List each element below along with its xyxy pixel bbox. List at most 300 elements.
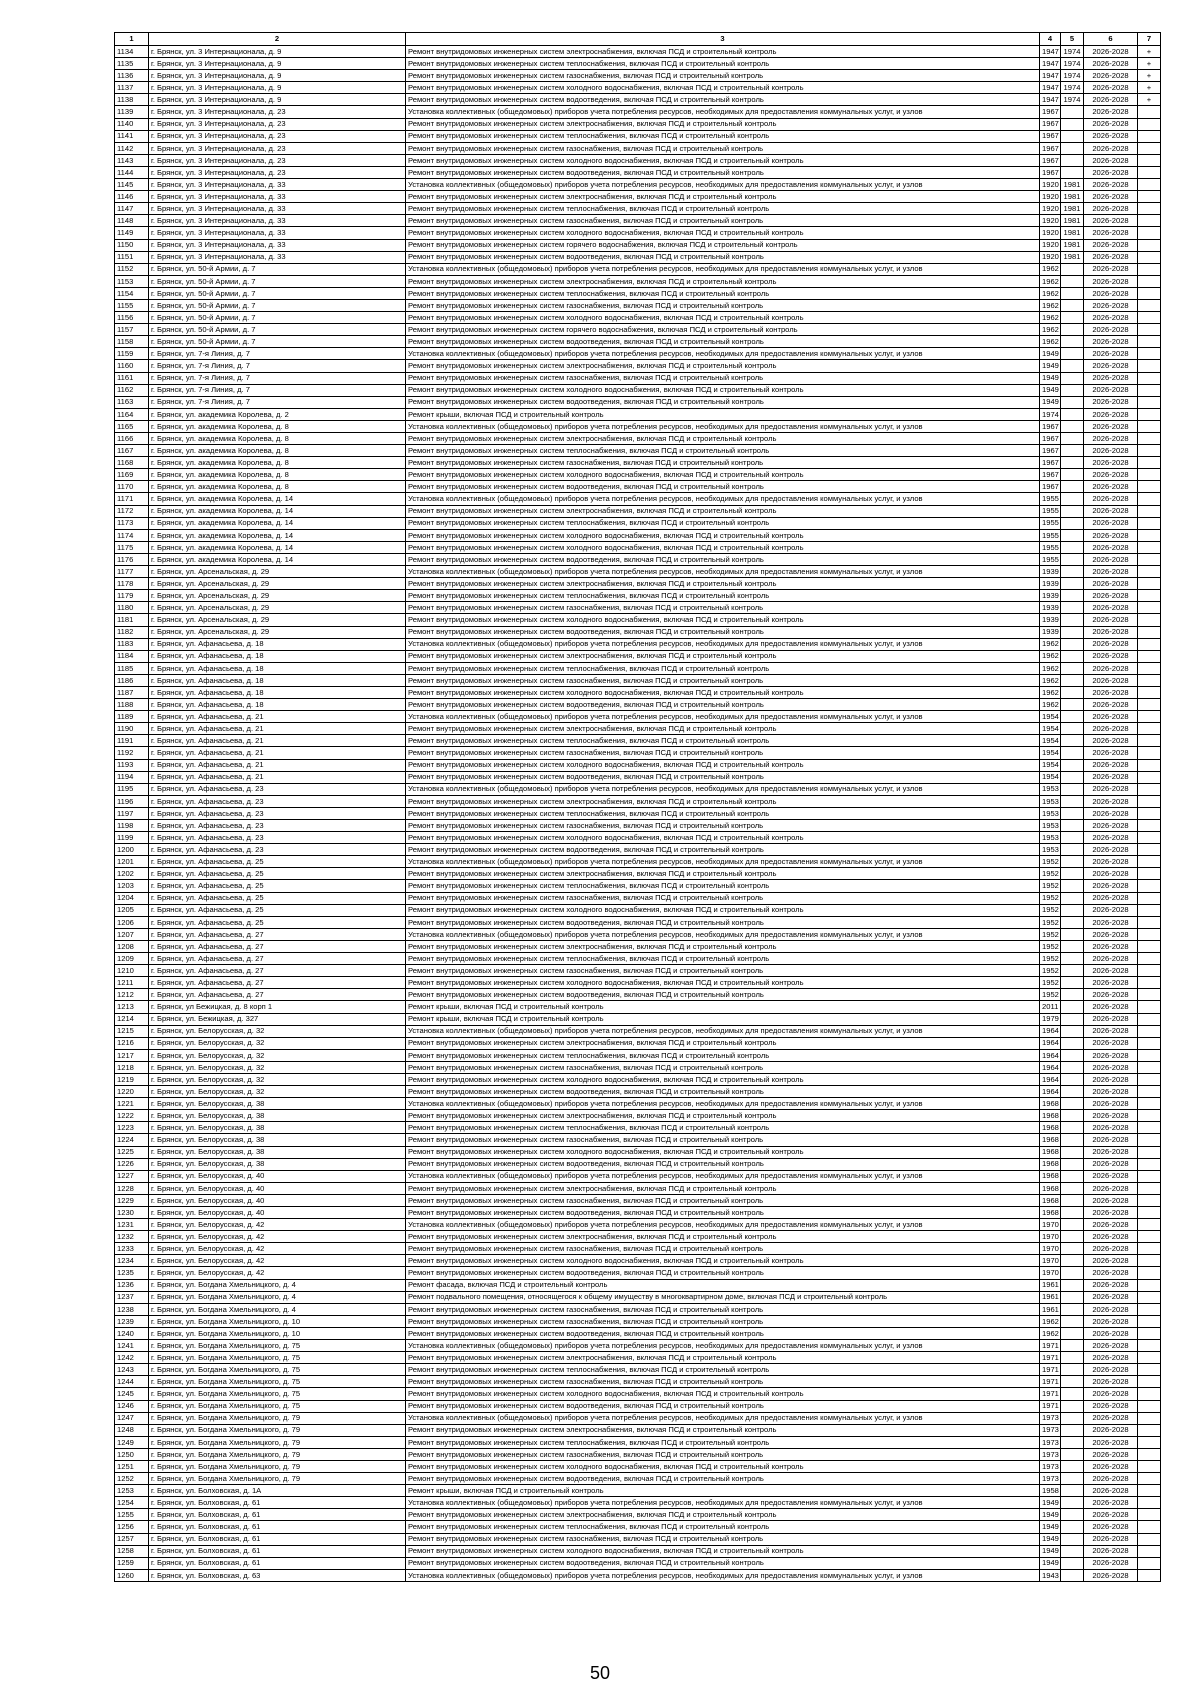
table-row bbox=[115, 1098, 1161, 1110]
row-period: 2026-2028 bbox=[1084, 46, 1138, 58]
row-number: 1220 bbox=[115, 1086, 149, 1098]
row-mark bbox=[1138, 1086, 1161, 1098]
row-address: г. Брянск, ул. Богдана Хмельницкого, д. 4 bbox=[149, 1303, 406, 1315]
row-last-repair-year bbox=[1061, 130, 1084, 142]
row-number: 1181 bbox=[115, 614, 149, 626]
row-last-repair-year bbox=[1061, 1340, 1084, 1352]
row-mark bbox=[1138, 1001, 1161, 1013]
row-work-type: Ремонт внутридомовых инженерных систем теплоснабжения, включая ПСД и строительный контроль bbox=[406, 1436, 1040, 1448]
row-work-type: Ремонт внутридомовых инженерных систем водоотведения, включая ПСД и строительный контроль bbox=[406, 336, 1040, 348]
row-address: г. Брянск, ул. Белорусская, д. 32 bbox=[149, 1073, 406, 1085]
row-build-year: 1962 bbox=[1040, 299, 1061, 311]
row-number: 1215 bbox=[115, 1025, 149, 1037]
row-build-year: 1968 bbox=[1040, 1158, 1061, 1170]
row-number: 1157 bbox=[115, 324, 149, 336]
row-period: 2026-2028 bbox=[1084, 299, 1138, 311]
row-mark bbox=[1138, 191, 1161, 203]
table-row bbox=[115, 1521, 1161, 1533]
row-period: 2026-2028 bbox=[1084, 1134, 1138, 1146]
row-address: г. Брянск, ул. Афанасьева, д. 27 bbox=[149, 928, 406, 940]
row-number: 1149 bbox=[115, 227, 149, 239]
row-mark bbox=[1138, 445, 1161, 457]
row-last-repair-year bbox=[1061, 1146, 1084, 1158]
table-row bbox=[115, 1569, 1161, 1581]
row-number: 1205 bbox=[115, 904, 149, 916]
table-row bbox=[115, 445, 1161, 457]
row-mark bbox=[1138, 505, 1161, 517]
row-mark bbox=[1138, 1207, 1161, 1219]
row-address: г. Брянск, ул. академика Королева, д. 8 bbox=[149, 433, 406, 445]
row-number: 1229 bbox=[115, 1194, 149, 1206]
row-build-year: 1955 bbox=[1040, 505, 1061, 517]
row-build-year: 1952 bbox=[1040, 989, 1061, 1001]
row-build-year: 1952 bbox=[1040, 856, 1061, 868]
row-period: 2026-2028 bbox=[1084, 275, 1138, 287]
row-number: 1257 bbox=[115, 1533, 149, 1545]
row-address: г. Брянск, ул. Белорусская, д. 32 bbox=[149, 1025, 406, 1037]
table-row bbox=[115, 1086, 1161, 1098]
row-number: 1142 bbox=[115, 142, 149, 154]
row-build-year: 2011 bbox=[1040, 1001, 1061, 1013]
table-row bbox=[115, 263, 1161, 275]
row-address: г. Брянск, ул. Афанасьева, д. 21 bbox=[149, 759, 406, 771]
row-period: 2026-2028 bbox=[1084, 711, 1138, 723]
row-last-repair-year bbox=[1061, 396, 1084, 408]
row-last-repair-year bbox=[1061, 1509, 1084, 1521]
row-build-year: 1968 bbox=[1040, 1098, 1061, 1110]
row-last-repair-year bbox=[1061, 1327, 1084, 1339]
row-mark bbox=[1138, 263, 1161, 275]
row-period: 2026-2028 bbox=[1084, 1352, 1138, 1364]
row-build-year: 1962 bbox=[1040, 1327, 1061, 1339]
row-number: 1198 bbox=[115, 820, 149, 832]
row-number: 1144 bbox=[115, 166, 149, 178]
row-build-year: 1920 bbox=[1040, 227, 1061, 239]
row-last-repair-year bbox=[1061, 578, 1084, 590]
row-period: 2026-2028 bbox=[1084, 408, 1138, 420]
row-number: 1139 bbox=[115, 106, 149, 118]
row-address: г. Брянск, ул. Афанасьева, д. 18 bbox=[149, 699, 406, 711]
row-mark bbox=[1138, 203, 1161, 215]
row-build-year: 1947 bbox=[1040, 70, 1061, 82]
row-address: г. Брянск, ул. Афанасьева, д. 21 bbox=[149, 735, 406, 747]
row-work-type: Ремонт внутридомовых инженерных систем теплоснабжения, включая ПСД и строительный контроль bbox=[406, 517, 1040, 529]
row-period: 2026-2028 bbox=[1084, 868, 1138, 880]
table-row bbox=[115, 940, 1161, 952]
table-body bbox=[115, 46, 1161, 1582]
row-last-repair-year bbox=[1061, 1521, 1084, 1533]
row-period: 2026-2028 bbox=[1084, 916, 1138, 928]
row-build-year: 1949 bbox=[1040, 1545, 1061, 1557]
row-build-year: 1968 bbox=[1040, 1182, 1061, 1194]
row-last-repair-year bbox=[1061, 118, 1084, 130]
row-period: 2026-2028 bbox=[1084, 638, 1138, 650]
row-period: 2026-2028 bbox=[1084, 1219, 1138, 1231]
row-address: г. Брянск, ул. 7-я Линия, д. 7 bbox=[149, 372, 406, 384]
row-last-repair-year bbox=[1061, 420, 1084, 432]
row-period: 2026-2028 bbox=[1084, 457, 1138, 469]
row-mark bbox=[1138, 1509, 1161, 1521]
row-mark bbox=[1138, 1327, 1161, 1339]
row-mark bbox=[1138, 529, 1161, 541]
row-number: 1137 bbox=[115, 82, 149, 94]
row-work-type: Ремонт внутридомовых инженерных систем холодного водоснабжения, включая ПСД и строительный контроль bbox=[406, 977, 1040, 989]
row-build-year: 1968 bbox=[1040, 1134, 1061, 1146]
row-address: г. Брянск, ул. 50-й Армии, д. 7 bbox=[149, 263, 406, 275]
row-work-type: Ремонт внутридомовых инженерных систем газоснабжения, включая ПСД и строительный контроль bbox=[406, 674, 1040, 686]
table-row bbox=[115, 1436, 1161, 1448]
row-work-type: Установка коллективных (общедомовых) приборов учета потребления ресурсов, необходимых для предоставления коммунальных услуг, и узлов bbox=[406, 928, 1040, 940]
row-number: 1150 bbox=[115, 239, 149, 251]
row-number: 1141 bbox=[115, 130, 149, 142]
row-mark bbox=[1138, 287, 1161, 299]
row-address: г. Брянск, ул. Афанасьева, д. 21 bbox=[149, 771, 406, 783]
row-period: 2026-2028 bbox=[1084, 312, 1138, 324]
table-row bbox=[115, 953, 1161, 965]
row-last-repair-year bbox=[1061, 614, 1084, 626]
row-address: г. Брянск, ул. академика Королева, д. 8 bbox=[149, 481, 406, 493]
row-number: 1140 bbox=[115, 118, 149, 130]
row-address: г. Брянск, ул. Арсенальская, д. 29 bbox=[149, 578, 406, 590]
row-mark bbox=[1138, 674, 1161, 686]
row-last-repair-year bbox=[1061, 1122, 1084, 1134]
row-number: 1134 bbox=[115, 46, 149, 58]
row-work-type: Ремонт внутридомовых инженерных систем теплоснабжения, включая ПСД и строительный контроль bbox=[406, 735, 1040, 747]
row-number: 1164 bbox=[115, 408, 149, 420]
row-number: 1152 bbox=[115, 263, 149, 275]
table-row bbox=[115, 275, 1161, 287]
row-number: 1250 bbox=[115, 1448, 149, 1460]
row-address: г. Брянск, ул. Афанасьева, д. 21 bbox=[149, 723, 406, 735]
row-last-repair-year bbox=[1061, 1388, 1084, 1400]
row-last-repair-year bbox=[1061, 602, 1084, 614]
row-mark bbox=[1138, 372, 1161, 384]
row-address: г. Брянск, ул. 3 Интернационала, д. 33 bbox=[149, 191, 406, 203]
row-address: г. Брянск, ул. Белорусская, д. 42 bbox=[149, 1231, 406, 1243]
row-mark: + bbox=[1138, 82, 1161, 94]
table-row bbox=[115, 783, 1161, 795]
row-address: г. Брянск, ул. Белорусская, д. 40 bbox=[149, 1194, 406, 1206]
row-build-year: 1947 bbox=[1040, 58, 1061, 70]
row-address: г. Брянск, ул. Богдана Хмельницкого, д. 79 bbox=[149, 1448, 406, 1460]
table-row bbox=[115, 130, 1161, 142]
row-last-repair-year bbox=[1061, 916, 1084, 928]
row-work-type: Ремонт внутридомовых инженерных систем газоснабжения, включая ПСД и строительный контроль bbox=[406, 1134, 1040, 1146]
row-work-type: Ремонт внутридомовых инженерных систем теплоснабжения, включая ПСД и строительный контроль bbox=[406, 445, 1040, 457]
row-period: 2026-2028 bbox=[1084, 1158, 1138, 1170]
row-period: 2026-2028 bbox=[1084, 989, 1138, 1001]
row-work-type: Ремонт внутридомовых инженерных систем холодного водоснабжения, включая ПСД и строительный контроль bbox=[406, 1073, 1040, 1085]
row-period: 2026-2028 bbox=[1084, 965, 1138, 977]
row-address: г. Брянск, ул. Афанасьева, д. 23 bbox=[149, 807, 406, 819]
row-last-repair-year bbox=[1061, 106, 1084, 118]
row-number: 1225 bbox=[115, 1146, 149, 1158]
row-address: г. Брянск, ул. Афанасьева, д. 27 bbox=[149, 989, 406, 1001]
row-last-repair-year bbox=[1061, 1219, 1084, 1231]
row-mark bbox=[1138, 1219, 1161, 1231]
row-address: г. Брянск, ул. 3 Интернационала, д. 9 bbox=[149, 58, 406, 70]
row-mark bbox=[1138, 166, 1161, 178]
row-mark bbox=[1138, 626, 1161, 638]
row-last-repair-year bbox=[1061, 1243, 1084, 1255]
row-build-year: 1939 bbox=[1040, 578, 1061, 590]
row-period: 2026-2028 bbox=[1084, 70, 1138, 82]
table-row bbox=[115, 578, 1161, 590]
row-last-repair-year bbox=[1061, 384, 1084, 396]
row-build-year: 1949 bbox=[1040, 1497, 1061, 1509]
row-mark bbox=[1138, 420, 1161, 432]
table-row bbox=[115, 1122, 1161, 1134]
row-address: г. Брянск, ул Бежицкая, д. 8 корп 1 bbox=[149, 1001, 406, 1013]
row-last-repair-year bbox=[1061, 408, 1084, 420]
table-row bbox=[115, 1110, 1161, 1122]
row-last-repair-year bbox=[1061, 166, 1084, 178]
row-period: 2026-2028 bbox=[1084, 433, 1138, 445]
row-mark bbox=[1138, 348, 1161, 360]
row-address: г. Брянск, ул. Бежицкая, д. 327 bbox=[149, 1013, 406, 1025]
row-build-year: 1967 bbox=[1040, 445, 1061, 457]
row-address: г. Брянск, ул. Болховская, д. 63 bbox=[149, 1569, 406, 1581]
row-period: 2026-2028 bbox=[1084, 1255, 1138, 1267]
row-work-type: Ремонт фасада, включая ПСД и строительный контроль bbox=[406, 1279, 1040, 1291]
row-mark bbox=[1138, 832, 1161, 844]
row-build-year: 1973 bbox=[1040, 1424, 1061, 1436]
table-row bbox=[115, 142, 1161, 154]
table-row bbox=[115, 360, 1161, 372]
table-row bbox=[115, 1364, 1161, 1376]
row-build-year: 1952 bbox=[1040, 868, 1061, 880]
row-address: г. Брянск, ул. Богдана Хмельницкого, д. 75 bbox=[149, 1352, 406, 1364]
row-address: г. Брянск, ул. Афанасьева, д. 27 bbox=[149, 977, 406, 989]
row-period: 2026-2028 bbox=[1084, 1073, 1138, 1085]
table-row bbox=[115, 638, 1161, 650]
row-mark bbox=[1138, 408, 1161, 420]
row-build-year: 1953 bbox=[1040, 783, 1061, 795]
row-last-repair-year bbox=[1061, 650, 1084, 662]
row-period: 2026-2028 bbox=[1084, 1231, 1138, 1243]
row-period: 2026-2028 bbox=[1084, 832, 1138, 844]
row-number: 1218 bbox=[115, 1061, 149, 1073]
row-work-type: Установка коллективных (общедомовых) приборов учета потребления ресурсов, необходимых для предоставления коммунальных услуг, и узлов bbox=[406, 493, 1040, 505]
row-work-type: Ремонт внутридомовых инженерных систем электроснабжения, включая ПСД и строительный контроль bbox=[406, 795, 1040, 807]
table-row bbox=[115, 239, 1161, 251]
row-number: 1162 bbox=[115, 384, 149, 396]
row-work-type: Ремонт внутридомовых инженерных систем холодного водоснабжения, включая ПСД и строительный контроль bbox=[406, 82, 1040, 94]
row-address: г. Брянск, ул. академика Королева, д. 14 bbox=[149, 553, 406, 565]
row-address: г. Брянск, ул. 3 Интернационала, д. 23 bbox=[149, 106, 406, 118]
row-work-type: Ремонт внутридомовых инженерных систем водоотведения, включая ПСД и строительный контроль bbox=[406, 481, 1040, 493]
row-work-type: Установка коллективных (общедомовых) приборов учета потребления ресурсов, необходимых для предоставления коммунальных услуг, и узлов bbox=[406, 1219, 1040, 1231]
row-number: 1155 bbox=[115, 299, 149, 311]
row-build-year: 1964 bbox=[1040, 1073, 1061, 1085]
row-address: г. Брянск, ул. Афанасьева, д. 25 bbox=[149, 892, 406, 904]
row-number: 1147 bbox=[115, 203, 149, 215]
row-address: г. Брянск, ул. академика Королева, д. 2 bbox=[149, 408, 406, 420]
row-address: г. Брянск, ул. Богдана Хмельницкого, д. 79 bbox=[149, 1436, 406, 1448]
row-work-type: Ремонт внутридомовых инженерных систем водоотведения, включая ПСД и строительный контроль bbox=[406, 771, 1040, 783]
row-address: г. Брянск, ул. Афанасьева, д. 23 bbox=[149, 783, 406, 795]
row-address: г. Брянск, ул. Афанасьева, д. 25 bbox=[149, 904, 406, 916]
row-number: 1200 bbox=[115, 844, 149, 856]
table-row bbox=[115, 1255, 1161, 1267]
row-number: 1159 bbox=[115, 348, 149, 360]
table-row bbox=[115, 832, 1161, 844]
table-row bbox=[115, 844, 1161, 856]
row-number: 1227 bbox=[115, 1170, 149, 1182]
row-build-year: 1958 bbox=[1040, 1485, 1061, 1497]
table-row bbox=[115, 1279, 1161, 1291]
row-last-repair-year bbox=[1061, 336, 1084, 348]
row-number: 1191 bbox=[115, 735, 149, 747]
row-last-repair-year bbox=[1061, 481, 1084, 493]
column-header-3: 3 bbox=[406, 33, 1040, 46]
row-number: 1186 bbox=[115, 674, 149, 686]
row-mark bbox=[1138, 1545, 1161, 1557]
row-mark bbox=[1138, 638, 1161, 650]
row-build-year: 1952 bbox=[1040, 940, 1061, 952]
row-last-repair-year: 1974 bbox=[1061, 82, 1084, 94]
row-build-year: 1968 bbox=[1040, 1170, 1061, 1182]
row-number: 1210 bbox=[115, 965, 149, 977]
table-row bbox=[115, 191, 1161, 203]
row-address: г. Брянск, ул. 3 Интернационала, д. 23 bbox=[149, 142, 406, 154]
row-period: 2026-2028 bbox=[1084, 1376, 1138, 1388]
row-address: г. Брянск, ул. 3 Интернационала, д. 23 bbox=[149, 154, 406, 166]
row-work-type: Ремонт внутридомовых инженерных систем теплоснабжения, включая ПСД и строительный контроль bbox=[406, 130, 1040, 142]
row-mark bbox=[1138, 1400, 1161, 1412]
table-row bbox=[115, 1448, 1161, 1460]
row-number: 1179 bbox=[115, 590, 149, 602]
table-row bbox=[115, 1557, 1161, 1569]
row-mark bbox=[1138, 868, 1161, 880]
table-row bbox=[115, 541, 1161, 553]
row-number: 1211 bbox=[115, 977, 149, 989]
row-last-repair-year bbox=[1061, 493, 1084, 505]
table-row bbox=[115, 699, 1161, 711]
row-last-repair-year bbox=[1061, 1436, 1084, 1448]
row-mark bbox=[1138, 977, 1161, 989]
row-build-year: 1947 bbox=[1040, 82, 1061, 94]
row-build-year: 1949 bbox=[1040, 1533, 1061, 1545]
row-number: 1221 bbox=[115, 1098, 149, 1110]
row-address: г. Брянск, ул. 7-я Линия, д. 7 bbox=[149, 396, 406, 408]
column-header-2: 2 bbox=[149, 33, 406, 46]
row-work-type: Установка коллективных (общедомовых) приборов учета потребления ресурсов, необходимых для предоставления коммунальных услуг, и узлов bbox=[406, 566, 1040, 578]
row-number: 1192 bbox=[115, 747, 149, 759]
row-period: 2026-2028 bbox=[1084, 1086, 1138, 1098]
row-address: г. Брянск, ул. Богдана Хмельницкого, д. 10 bbox=[149, 1327, 406, 1339]
row-work-type: Ремонт крыши, включая ПСД и строительный контроль bbox=[406, 1013, 1040, 1025]
row-mark bbox=[1138, 481, 1161, 493]
row-period: 2026-2028 bbox=[1084, 1485, 1138, 1497]
row-work-type: Ремонт внутридомовых инженерных систем водоотведения, включая ПСД и строительный контроль bbox=[406, 166, 1040, 178]
row-mark bbox=[1138, 1533, 1161, 1545]
row-last-repair-year bbox=[1061, 1025, 1084, 1037]
column-header-5: 5 bbox=[1061, 33, 1084, 46]
row-address: г. Брянск, ул. Белорусская, д. 32 bbox=[149, 1049, 406, 1061]
table-row bbox=[115, 916, 1161, 928]
row-period: 2026-2028 bbox=[1084, 1557, 1138, 1569]
column-header-6: 6 bbox=[1084, 33, 1138, 46]
table-row bbox=[115, 735, 1161, 747]
row-work-type: Установка коллективных (общедомовых) приборов учета потребления ресурсов, необходимых для предоставления коммунальных услуг, и узлов bbox=[406, 106, 1040, 118]
row-last-repair-year bbox=[1061, 977, 1084, 989]
row-number: 1177 bbox=[115, 566, 149, 578]
row-work-type: Ремонт внутридомовых инженерных систем теплоснабжения, включая ПСД и строительный контроль bbox=[406, 1521, 1040, 1533]
row-build-year: 1954 bbox=[1040, 771, 1061, 783]
row-build-year: 1949 bbox=[1040, 396, 1061, 408]
row-address: г. Брянск, ул. Афанасьева, д. 23 bbox=[149, 820, 406, 832]
row-mark bbox=[1138, 493, 1161, 505]
row-last-repair-year bbox=[1061, 1194, 1084, 1206]
row-period: 2026-2028 bbox=[1084, 130, 1138, 142]
table-row bbox=[115, 481, 1161, 493]
row-number: 1178 bbox=[115, 578, 149, 590]
row-work-type: Ремонт внутридомовых инженерных систем электроснабжения, включая ПСД и строительный контроль bbox=[406, 1352, 1040, 1364]
row-number: 1237 bbox=[115, 1291, 149, 1303]
row-build-year: 1939 bbox=[1040, 602, 1061, 614]
row-mark bbox=[1138, 275, 1161, 287]
row-build-year: 1949 bbox=[1040, 348, 1061, 360]
table-row bbox=[115, 928, 1161, 940]
row-address: г. Брянск, ул. Афанасьева, д. 25 bbox=[149, 916, 406, 928]
row-period: 2026-2028 bbox=[1084, 154, 1138, 166]
row-number: 1231 bbox=[115, 1219, 149, 1231]
row-build-year: 1947 bbox=[1040, 94, 1061, 106]
row-period: 2026-2028 bbox=[1084, 759, 1138, 771]
row-period: 2026-2028 bbox=[1084, 1436, 1138, 1448]
row-build-year: 1971 bbox=[1040, 1388, 1061, 1400]
row-address: г. Брянск, ул. Болховская, д. 61 bbox=[149, 1497, 406, 1509]
row-period: 2026-2028 bbox=[1084, 1207, 1138, 1219]
table-row bbox=[115, 529, 1161, 541]
row-build-year: 1920 bbox=[1040, 203, 1061, 215]
row-number: 1154 bbox=[115, 287, 149, 299]
row-address: г. Брянск, ул. Богдана Хмельницкого, д. 75 bbox=[149, 1388, 406, 1400]
row-period: 2026-2028 bbox=[1084, 953, 1138, 965]
row-work-type: Ремонт внутридомовых инженерных систем холодного водоснабжения, включая ПСД и строительный контроль bbox=[406, 1388, 1040, 1400]
row-build-year: 1973 bbox=[1040, 1412, 1061, 1424]
row-last-repair-year bbox=[1061, 457, 1084, 469]
row-work-type: Ремонт внутридомовых инженерных систем газоснабжения, включая ПСД и строительный контроль bbox=[406, 1315, 1040, 1327]
row-work-type: Ремонт внутридомовых инженерных систем газоснабжения, включая ПСД и строительный контроль bbox=[406, 1533, 1040, 1545]
row-address: г. Брянск, ул. 3 Интернационала, д. 33 bbox=[149, 215, 406, 227]
row-build-year: 1955 bbox=[1040, 529, 1061, 541]
row-mark bbox=[1138, 1557, 1161, 1569]
row-mark bbox=[1138, 844, 1161, 856]
row-mark bbox=[1138, 1037, 1161, 1049]
row-period: 2026-2028 bbox=[1084, 82, 1138, 94]
row-work-type: Ремонт внутридомовых инженерных систем водоотведения, включая ПСД и строительный контроль bbox=[406, 1400, 1040, 1412]
row-period: 2026-2028 bbox=[1084, 820, 1138, 832]
row-mark bbox=[1138, 916, 1161, 928]
row-number: 1183 bbox=[115, 638, 149, 650]
row-mark bbox=[1138, 1315, 1161, 1327]
row-last-repair-year bbox=[1061, 1073, 1084, 1085]
table-row bbox=[115, 553, 1161, 565]
row-build-year: 1970 bbox=[1040, 1231, 1061, 1243]
row-mark bbox=[1138, 360, 1161, 372]
table-row bbox=[115, 106, 1161, 118]
table-row bbox=[115, 1182, 1161, 1194]
row-address: г. Брянск, ул. 3 Интернационала, д. 33 bbox=[149, 179, 406, 191]
row-address: г. Брянск, ул. Афанасьева, д. 18 bbox=[149, 662, 406, 674]
row-address: г. Брянск, ул. Афанасьева, д. 21 bbox=[149, 711, 406, 723]
row-period: 2026-2028 bbox=[1084, 106, 1138, 118]
row-number: 1234 bbox=[115, 1255, 149, 1267]
row-work-type: Ремонт внутридомовых инженерных систем электроснабжения, включая ПСД и строительный контроль bbox=[406, 1424, 1040, 1436]
row-period: 2026-2028 bbox=[1084, 1182, 1138, 1194]
